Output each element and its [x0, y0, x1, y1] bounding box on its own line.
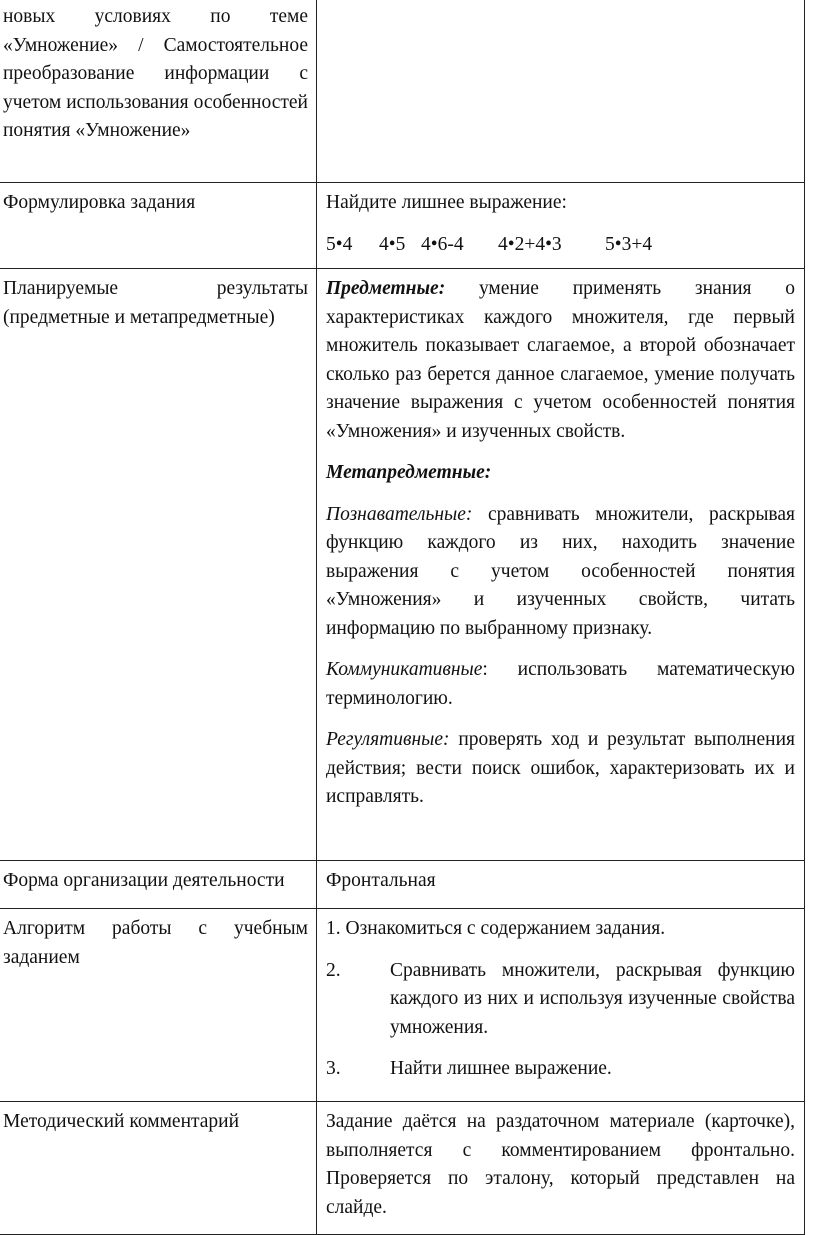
comment-value: Задание даётся на раздаточном материале (карточке), выполняется с комментированием фронтально. Проверяется по эталону, который представлен на слайде.: [317, 1102, 805, 1235]
step-2-number: 2.: [326, 959, 341, 981]
regulative-heading: Регулятивные:: [326, 729, 450, 750]
table-row: [0, 183, 805, 269]
communicative-text: : использовать математическую терминологию.: [326, 659, 795, 709]
task-cell: [317, 183, 805, 269]
topic-empty-cell: [317, 0, 805, 183]
step-3-text: Найти лишнее выражение.: [390, 1058, 612, 1079]
expression-1: 5•4: [326, 233, 353, 255]
communicative-heading: Коммуникативные: [326, 659, 483, 680]
algorithm-cell: [317, 909, 805, 1102]
table-row: [0, 909, 805, 1102]
form-label: Форма организации деятельности: [0, 861, 317, 909]
table-row: [0, 861, 805, 909]
expression-5: 5•3+4: [605, 233, 653, 255]
task-label: Формулировка задания: [0, 183, 317, 269]
task-expressions: [326, 231, 795, 260]
results-label: Планируемые результаты (предметные и метапредметные): [0, 269, 317, 861]
step-2-text: Сравнивать множители, раскрывая функцию каждого из них и используя изученные свойства умножения.: [390, 959, 795, 1038]
communicative-results: [326, 656, 795, 713]
cognitive-results: [326, 501, 795, 644]
subject-text: умение применять знания о характеристиках каждого множителя, где первый множитель показывает слагаемое, а второй обозначает сколько раз берется данное слагаемое, умение получать значение выражения с учетом особенностей понятия «Умножения» и изученных свойств.: [326, 278, 795, 442]
table-row: [0, 1102, 805, 1235]
expression-4: 4•2+4•3: [498, 233, 562, 255]
step-3-number: 3.: [326, 1058, 341, 1079]
algorithm-step-3: [326, 1055, 795, 1084]
expression-2: 4•5: [379, 233, 406, 255]
table-row: [0, 0, 805, 183]
results-cell: [317, 269, 805, 861]
subject-heading: Предметные:: [326, 278, 446, 299]
cognitive-heading: Познавательные:: [326, 503, 473, 525]
form-value: Фронтальная: [317, 861, 805, 909]
algorithm-label: Алгоритм работы с учебным заданием: [0, 909, 317, 1102]
regulative-text: проверять ход и результат выполнения действия; вести поиск ошибок, характеризовать их и исправлять.: [326, 729, 795, 807]
algorithm-step-2: [326, 957, 795, 1043]
task-intro: Найдите лишнее выражение:: [326, 192, 567, 213]
algorithm-step-1: 1. Ознакомиться с содержанием задания.: [326, 918, 666, 939]
expression-3: 4•6-4: [421, 233, 464, 255]
meta-heading: Метапредметные:: [326, 462, 492, 483]
table-row: [0, 269, 805, 861]
subject-results: [326, 275, 795, 446]
cognitive-text: сравнивать множители, раскрывая функцию каждого из них, находить значение выражения с учетом особенностей понятия «Умножения» и изученных свойств, читать информацию по выбранному признаку.: [326, 503, 795, 639]
comment-label: Методический комментарий: [0, 1102, 317, 1235]
regulative-results: [326, 726, 795, 812]
topic-cell: новых условиях по теме «Умножение» / Самостоятельное преобразование информации с учетом использования особенностей понятия «Умножение»: [0, 0, 317, 183]
